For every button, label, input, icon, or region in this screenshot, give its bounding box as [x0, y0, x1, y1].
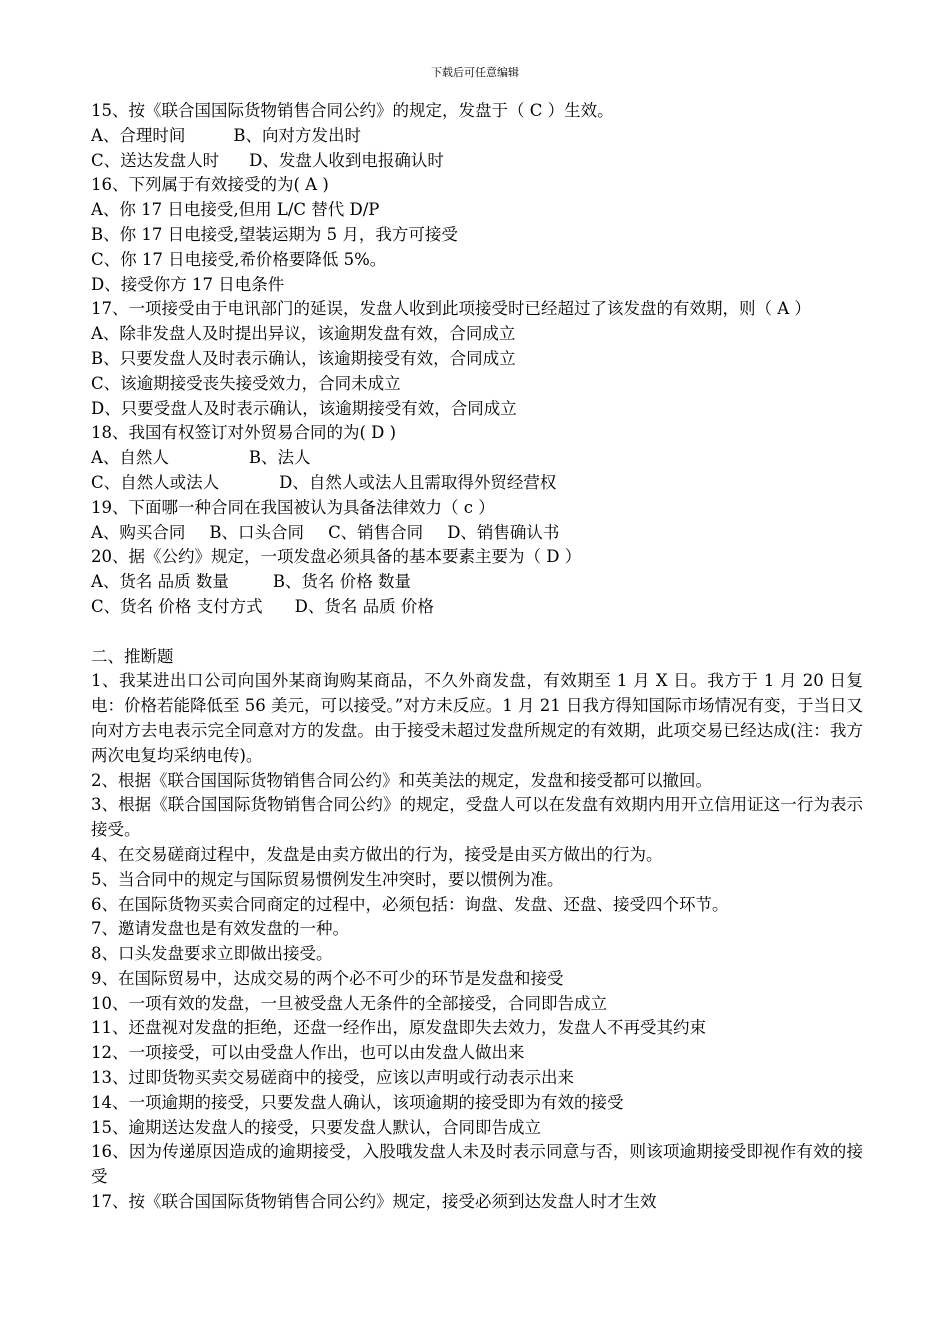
judgement-item-12: 12、一项接受，可以由受盘人作出，也可以由发盘人做出来: [91, 1043, 525, 1063]
question-16-stem: 16、下列属于有效接受的为( A ): [91, 175, 329, 195]
question-16-option-b: B、你 17 日电接受,望装运期为 5 月，我方可接受: [91, 224, 458, 244]
question-17-option-b: B、只要发盘人及时表示确认，该逾期接受有效，合同成立: [91, 348, 516, 368]
blank-line: [91, 620, 863, 645]
question-15-option-b: B、向对方发出时: [233, 125, 362, 145]
judgement-item-6: 6、在国际货物买卖合同商定的过程中，必须包括：询盘、发盘、还盘、接受四个环节。: [91, 894, 729, 914]
question-19-option-b: B、口头合同: [209, 522, 305, 542]
judgement-item-11: 11、还盘视对发盘的拒绝，还盘一经作出，原发盘即失去效力，发盘人不再受其约束: [91, 1018, 706, 1038]
question-20-option-c: C、货名 价格 支付方式: [91, 596, 263, 616]
judgement-item-17: 17、按《联合国国际货物销售合同公约》规定，接受必须到达发盘人时才生效: [91, 1192, 657, 1212]
question-15-option-a: A、合理时间: [91, 125, 186, 145]
judgement-item-3: 3、根据《联合国国际货物销售合同公约》的规定，受盘人可以在发盘有效期内用开立信用证这一行为表示接受。: [91, 795, 863, 840]
question-18-option-c: C、自然人或法人: [91, 472, 220, 492]
judgement-item-14: 14、一项逾期的接受，只要发盘人确认，该项逾期的接受即为有效的接受: [91, 1092, 624, 1112]
judgement-item-4: 4、在交易磋商过程中，发盘是由卖方做出的行为，接受是由买方做出的行为。: [91, 844, 663, 864]
question-17-stem: 17、一项接受由于电讯部门的延误，发盘人收到此项接受时已经超过了该发盘的有效期，则（ A ）: [91, 299, 811, 319]
question-20-option-a: A、货名 品质 数量: [91, 572, 229, 592]
judgement-item-1: 1、我某进出口公司向国外某商询购某商品，不久外商发盘，有效期至 1 月 X 日。我方于 1 月 20 日复电：价格若能降低至 56 美元，可以接受。”对方未反应。1 月 21 日我方得知国际市场情况有变，于当日又向对方去电表示完全同意对方的发盘。由于接受未超过发盘所规定的有效期，此项交易已经达成(注：我方两次电复均采纳电传)。: [91, 671, 863, 765]
judgement-item-2: 2、根据《联合国国际货物销售合同公约》和英美法的规定，发盘和接受都可以撤回。: [91, 770, 712, 790]
question-16-option-d: D、接受你方 17 日电条件: [91, 274, 285, 294]
question-20-options-ab: [91, 570, 863, 595]
document-body: [91, 99, 863, 1215]
judgement-item-15: 15、逾期送达发盘人的接受，只要发盘人默认，合同即告成立: [91, 1117, 541, 1137]
judgement-item-13: 13、过即货物买卖交易磋商中的接受，应该以声明或行动表示出来: [91, 1068, 574, 1088]
judgement-item-5: 5、当合同中的规定与国际贸易惯例发生冲突时，要以惯例为准。: [91, 869, 564, 889]
question-19-option-c: C、销售合同: [328, 522, 424, 542]
question-15-stem: 15、按《联合国国际货物销售合同公约》的规定，发盘于（ C ）生效。: [91, 101, 614, 120]
question-16-option-c: C、你 17 日电接受,希价格要降低 5%。: [91, 249, 387, 269]
question-20-options-cd: [91, 595, 863, 620]
question-16-option-a: A、你 17 日电接受,但用 L/C 替代 D/P: [91, 200, 380, 220]
judgement-item-10: 10、一项有效的发盘，一旦被受盘人无条件的全部接受，合同即告成立: [91, 993, 607, 1013]
section-2-title: 二、推断题: [91, 646, 174, 666]
question-17-option-a: A、除非发盘人及时提出异议，该逾期发盘有效，合同成立: [91, 324, 516, 344]
question-18-option-b: B、法人: [248, 448, 311, 468]
question-15-option-d: D、发盘人收到电报确认时: [249, 150, 444, 170]
page-header: 下载后可任意编辑: [431, 66, 519, 79]
question-18-option-a: A、自然人: [91, 448, 169, 468]
question-19-option-d: D、销售确认书: [447, 522, 560, 542]
question-15-options-cd: [91, 149, 863, 174]
question-19-options: [91, 521, 863, 546]
question-18-option-d: D、自然人或法人且需取得外贸经营权: [279, 472, 557, 492]
question-18-stem: 18、我国有权签订对外贸易合同的为( D ): [91, 423, 397, 443]
question-15-options-ab: [91, 124, 863, 149]
question-18-options-ab: [91, 446, 863, 471]
question-15-option-c: C、送达发盘人时: [91, 150, 220, 170]
question-20-stem: 20、据《公约》规定，一项发盘必须具备的基本要素主要为（ D ）: [91, 547, 582, 567]
question-19-stem: 19、下面哪一种合同在我国被认为具备法律效力（ c ）: [91, 497, 495, 517]
judgement-item-7: 7、邀请发盘也是有效发盘的一种。: [91, 919, 349, 939]
question-17-option-c: C、该逾期接受丧失接受效力，合同未成立: [91, 373, 401, 393]
question-18-options-cd: [91, 471, 863, 496]
question-19-option-a: A、购买合同: [91, 522, 186, 542]
question-20-option-b: B、货名 价格 数量: [272, 572, 412, 592]
judgement-item-16: 16、因为传递原因造成的逾期接受，入股哦发盘人未及时表示同意与否，则该项逾期接受即视作有效的接受: [91, 1142, 863, 1187]
question-17-option-d: D、只要受盘人及时表示确认，该逾期接受有效，合同成立: [91, 398, 517, 418]
question-20-option-d: D、货名 品质 价格: [294, 596, 434, 616]
judgement-item-8: 8、口头发盘要求立即做出接受。: [91, 944, 333, 964]
judgement-item-9: 9、在国际贸易中，达成交易的两个必不可少的环节是发盘和接受: [91, 968, 564, 988]
